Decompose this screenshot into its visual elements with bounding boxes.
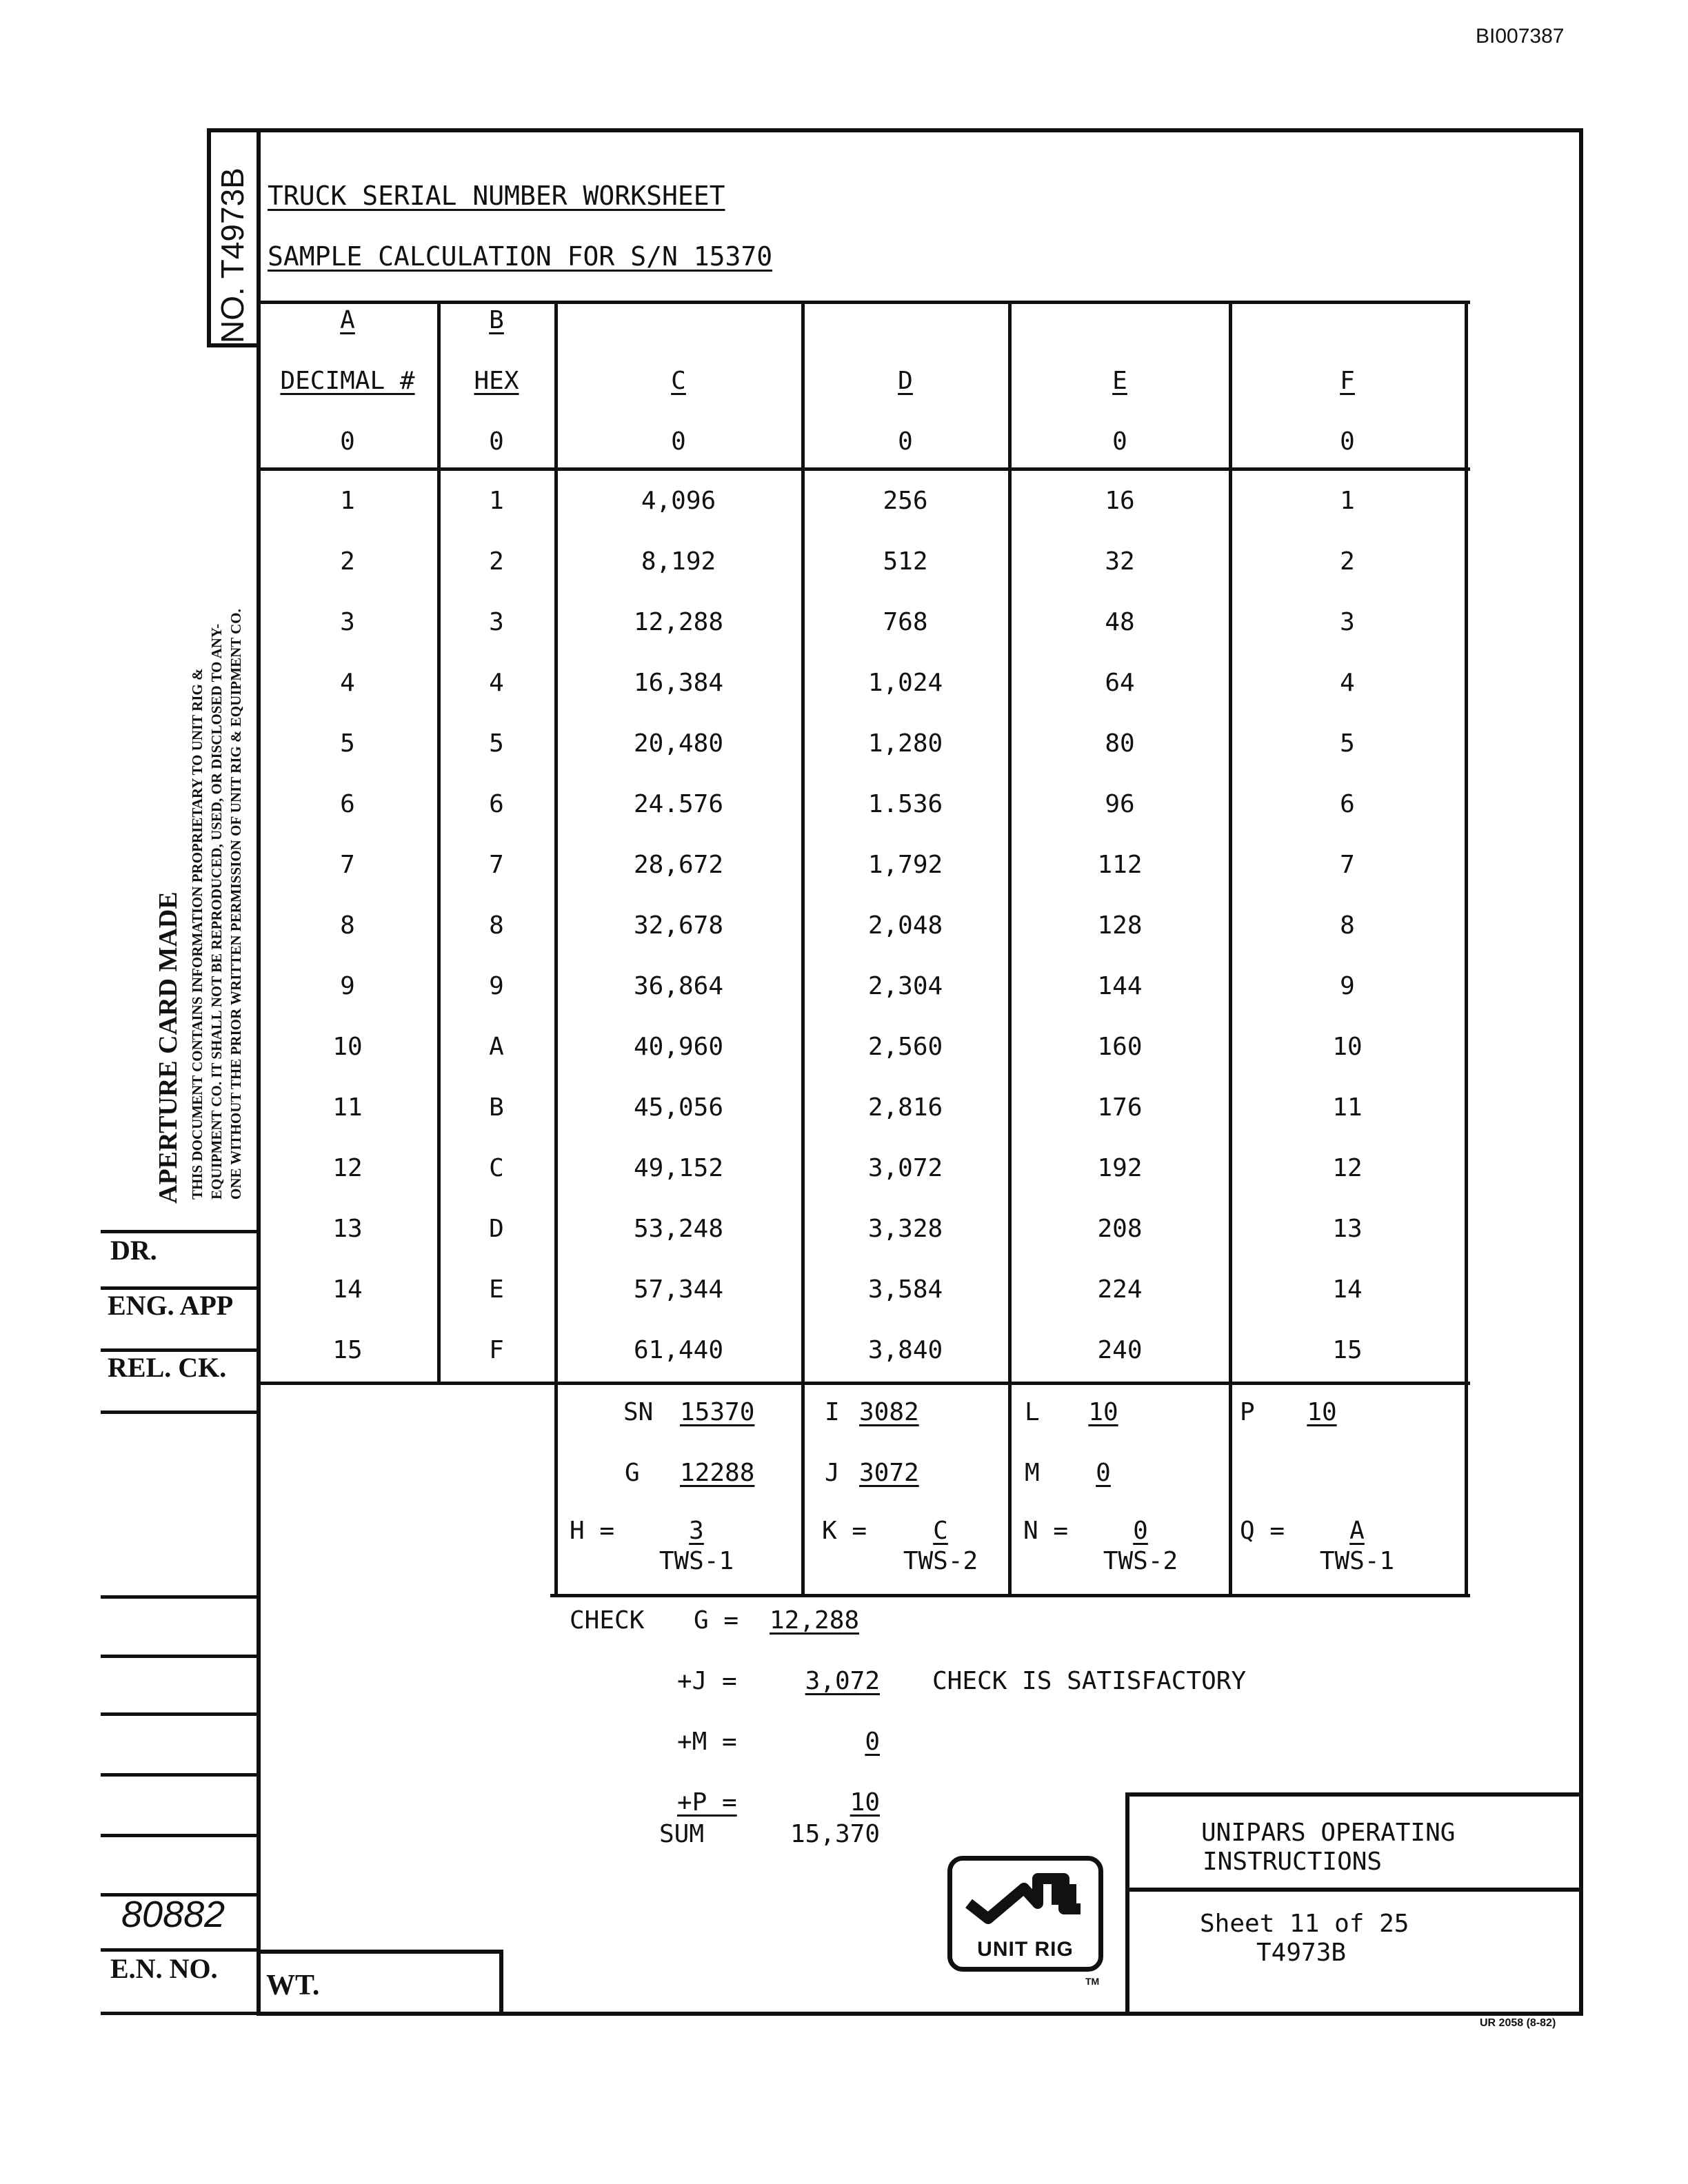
aperture-card-label: APERTURE CARD MADE xyxy=(154,891,183,1204)
table-cell-col-e: 80 xyxy=(1105,729,1135,758)
table-cell-hex: C xyxy=(489,1154,504,1182)
table-cell-col-f: 15 xyxy=(1332,1336,1363,1364)
table-cell-col-d: 1,024 xyxy=(867,669,943,697)
table-cell-col-f: 2 xyxy=(1340,547,1355,576)
q-reference: TWS-1 xyxy=(1319,1547,1395,1575)
col-a-name: DECIMAL # xyxy=(280,367,415,395)
unit-rig-logo-text: UNIT RIG xyxy=(977,1938,1074,1961)
table-cell-col-e: 112 xyxy=(1097,851,1143,879)
sn-label: SN xyxy=(623,1398,654,1426)
table-cell-col-c: 45,056 xyxy=(633,1093,724,1122)
col-a-letter: A xyxy=(340,306,355,334)
col-c-letter: C xyxy=(671,367,686,395)
trademark-mark: TM xyxy=(1085,1976,1100,1987)
table-cell-hex: 5 xyxy=(489,729,504,758)
table-cell-col-c: 8,192 xyxy=(641,547,716,576)
table-cell-col-d: 768 xyxy=(883,608,928,636)
title-block-line-2: INSTRUCTIONS xyxy=(1203,1848,1383,1876)
table-cell-col-e: 240 xyxy=(1097,1336,1143,1364)
table-cell-col-d: 1,280 xyxy=(867,729,943,758)
table-cell-col-d: 3,328 xyxy=(867,1215,943,1243)
worksheet-title: TRUCK SERIAL NUMBER WORKSHEET xyxy=(268,181,725,211)
n-label: N = xyxy=(1023,1517,1069,1545)
m-value: 0 xyxy=(1096,1459,1111,1487)
table-cell-decimal: 5 xyxy=(340,729,355,758)
zero-cell-d: 0 xyxy=(898,427,913,456)
drawing-frame xyxy=(257,128,1583,2016)
check-m-value: 0 xyxy=(865,1728,880,1756)
table-cell-col-d: 3,840 xyxy=(867,1336,943,1364)
zero-cell-e: 0 xyxy=(1112,427,1127,456)
table-cell-col-e: 192 xyxy=(1097,1154,1143,1182)
j-label: J xyxy=(825,1459,840,1487)
table-cell-hex: 9 xyxy=(489,972,504,1000)
table-cell-col-d: 3,584 xyxy=(867,1275,943,1304)
table-cell-col-e: 160 xyxy=(1097,1033,1143,1061)
table-cell-decimal: 7 xyxy=(340,851,355,879)
table-cell-col-f: 1 xyxy=(1340,487,1355,515)
table-cell-hex: 2 xyxy=(489,547,504,576)
g-label: G xyxy=(625,1459,640,1487)
table-cell-col-f: 11 xyxy=(1332,1093,1363,1122)
check-sum-label: SUM xyxy=(659,1820,705,1848)
table-cell-col-c: 36,864 xyxy=(633,972,724,1000)
table-cell-hex: 4 xyxy=(489,669,504,697)
engineering-approval-label: ENG. APP xyxy=(108,1290,234,1321)
table-cell-col-f: 5 xyxy=(1340,729,1355,758)
table-cell-col-c: 49,152 xyxy=(633,1154,724,1182)
check-result: CHECK IS SATISFACTORY xyxy=(932,1667,1247,1695)
table-cell-col-d: 2,560 xyxy=(867,1033,943,1061)
table-cell-col-f: 6 xyxy=(1340,790,1355,818)
h-value: 3 xyxy=(689,1517,704,1545)
table-cell-col-d: 1,792 xyxy=(867,851,943,879)
i-value: 3082 xyxy=(859,1398,919,1426)
weight-label: WT. xyxy=(266,1970,320,2001)
table-cell-decimal: 2 xyxy=(340,547,355,576)
table-cell-col-f: 3 xyxy=(1340,608,1355,636)
check-m-label: +M = xyxy=(677,1728,737,1756)
sn-value: 15370 xyxy=(680,1398,755,1426)
drawn-by-label: DR. xyxy=(110,1235,157,1266)
check-p-value: 10 xyxy=(850,1788,880,1817)
table-cell-col-e: 144 xyxy=(1097,972,1143,1000)
m-label: M xyxy=(1025,1459,1040,1487)
check-j-label: +J = xyxy=(677,1667,737,1695)
table-cell-hex: A xyxy=(489,1033,504,1061)
table-cell-col-c: 61,440 xyxy=(633,1336,724,1364)
engineering-number-value: 80882 xyxy=(121,1894,225,1935)
table-cell-decimal: 12 xyxy=(332,1154,363,1182)
table-cell-col-c: 24.576 xyxy=(633,790,724,818)
table-cell-hex: F xyxy=(489,1336,504,1364)
col-f-letter: F xyxy=(1340,367,1355,395)
proprietary-notice-line-2: EQUIPMENT CO. IT SHALL NOT BE REPRODUCED, USED, OR DISCLOSED TO ANY- xyxy=(208,623,225,1200)
table-cell-hex: E xyxy=(489,1275,504,1304)
j-value: 3072 xyxy=(859,1459,919,1487)
i-label: I xyxy=(825,1398,840,1426)
table-cell-col-e: 224 xyxy=(1097,1275,1143,1304)
col-b-letter: B xyxy=(489,306,504,334)
proprietary-notice-line-1: THIS DOCUMENT CONTAINS INFORMATION PROPRIETARY TO UNIT RIG & xyxy=(189,668,205,1200)
table-cell-col-c: 4,096 xyxy=(641,487,716,515)
table-cell-decimal: 6 xyxy=(340,790,355,818)
q-label: Q = xyxy=(1240,1517,1285,1545)
table-cell-col-c: 40,960 xyxy=(633,1033,724,1061)
table-cell-hex: 1 xyxy=(489,487,504,515)
table-cell-decimal: 3 xyxy=(340,608,355,636)
table-cell-col-e: 32 xyxy=(1105,547,1135,576)
table-cell-col-e: 176 xyxy=(1097,1093,1143,1122)
check-g-value: 12,288 xyxy=(770,1606,860,1635)
table-cell-col-d: 512 xyxy=(883,547,928,576)
p-value: 10 xyxy=(1307,1398,1337,1426)
table-cell-col-e: 48 xyxy=(1105,608,1135,636)
release-check-label: REL. CK. xyxy=(108,1352,227,1383)
table-cell-col-e: 96 xyxy=(1105,790,1135,818)
table-cell-col-f: 10 xyxy=(1332,1033,1363,1061)
table-cell-decimal: 13 xyxy=(332,1215,363,1243)
table-cell-hex: 6 xyxy=(489,790,504,818)
col-d-letter: D xyxy=(898,367,913,395)
table-cell-hex: 3 xyxy=(489,608,504,636)
k-label: K = xyxy=(822,1517,867,1545)
table-cell-col-c: 20,480 xyxy=(633,729,724,758)
table-cell-hex: 7 xyxy=(489,851,504,879)
table-cell-col-c: 12,288 xyxy=(633,608,724,636)
drawing-number: NO. T4973B xyxy=(214,168,250,343)
table-cell-hex: B xyxy=(489,1093,504,1122)
table-cell-col-c: 57,344 xyxy=(633,1275,724,1304)
unit-rig-emblem xyxy=(952,1863,1098,1935)
engineering-number-label: E.N. NO. xyxy=(110,1953,218,1984)
table-cell-col-e: 208 xyxy=(1097,1215,1143,1243)
table-cell-decimal: 4 xyxy=(340,669,355,697)
check-sum-value: 15,370 xyxy=(790,1820,880,1848)
table-cell-col-d: 256 xyxy=(883,487,928,515)
table-cell-decimal: 9 xyxy=(340,972,355,1000)
proprietary-notice-line-3: ONE WITHOUT THE PRIOR WRITTEN PERMISSION OF UNIT RIG & EQUIPMENT CO. xyxy=(228,609,244,1200)
table-cell-col-f: 14 xyxy=(1332,1275,1363,1304)
k-value: C xyxy=(933,1517,948,1545)
table-cell-decimal: 8 xyxy=(340,911,355,940)
table-cell-col-f: 8 xyxy=(1340,911,1355,940)
check-j-value: 3,072 xyxy=(805,1667,880,1695)
table-cell-col-f: 12 xyxy=(1332,1154,1363,1182)
table-cell-col-d: 1.536 xyxy=(867,790,943,818)
table-cell-hex: D xyxy=(489,1215,504,1243)
table-cell-col-f: 9 xyxy=(1340,972,1355,1000)
n-reference: TWS-2 xyxy=(1103,1547,1178,1575)
g-value: 12288 xyxy=(680,1459,755,1487)
sheet-number: Sheet 11 of 25 xyxy=(1200,1910,1409,1938)
table-cell-col-d: 3,072 xyxy=(867,1154,943,1182)
table-cell-decimal: 14 xyxy=(332,1275,363,1304)
zero-cell-a: 0 xyxy=(340,427,355,456)
h-label: H = xyxy=(570,1517,615,1545)
zero-cell-f: 0 xyxy=(1340,427,1355,456)
l-label: L xyxy=(1025,1398,1040,1426)
h-reference: TWS-1 xyxy=(659,1547,734,1575)
col-e-letter: E xyxy=(1112,367,1127,395)
table-cell-col-e: 16 xyxy=(1105,487,1135,515)
table-cell-col-e: 128 xyxy=(1097,911,1143,940)
document-id: BI007387 xyxy=(1476,25,1565,48)
title-block-drawing-number: T4973B xyxy=(1256,1939,1347,1967)
table-cell-hex: 8 xyxy=(489,911,504,940)
k-reference: TWS-2 xyxy=(903,1547,978,1575)
table-cell-decimal: 15 xyxy=(332,1336,363,1364)
check-g-label: G = xyxy=(694,1606,739,1635)
form-number: UR 2058 (8-82) xyxy=(1480,2017,1556,2029)
worksheet-subtitle: SAMPLE CALCULATION FOR S/N 15370 xyxy=(268,241,773,272)
col-b-name: HEX xyxy=(474,367,519,395)
title-block-line-1: UNIPARS OPERATING xyxy=(1201,1819,1456,1847)
table-cell-decimal: 1 xyxy=(340,487,355,515)
n-value: 0 xyxy=(1133,1517,1148,1545)
table-cell-col-f: 7 xyxy=(1340,851,1355,879)
table-cell-col-f: 4 xyxy=(1340,669,1355,697)
p-label: P xyxy=(1240,1398,1255,1426)
table-cell-col-c: 16,384 xyxy=(633,669,724,697)
l-value: 10 xyxy=(1088,1398,1118,1426)
table-cell-col-d: 2,304 xyxy=(867,972,943,1000)
table-cell-col-c: 53,248 xyxy=(633,1215,724,1243)
check-p-label: +P = xyxy=(677,1788,737,1817)
table-cell-decimal: 11 xyxy=(332,1093,363,1122)
table-cell-decimal: 10 xyxy=(332,1033,363,1061)
zero-cell-b: 0 xyxy=(489,427,504,456)
table-cell-col-d: 2,048 xyxy=(867,911,943,940)
unit-rig-logo xyxy=(947,1856,1103,1972)
table-cell-col-c: 28,672 xyxy=(633,851,724,879)
q-value: A xyxy=(1349,1517,1365,1545)
table-cell-col-e: 64 xyxy=(1105,669,1135,697)
table-cell-col-f: 13 xyxy=(1332,1215,1363,1243)
zero-cell-c: 0 xyxy=(671,427,686,456)
table-cell-col-c: 32,678 xyxy=(633,911,724,940)
check-label: CHECK xyxy=(570,1606,645,1635)
table-cell-col-d: 2,816 xyxy=(867,1093,943,1122)
